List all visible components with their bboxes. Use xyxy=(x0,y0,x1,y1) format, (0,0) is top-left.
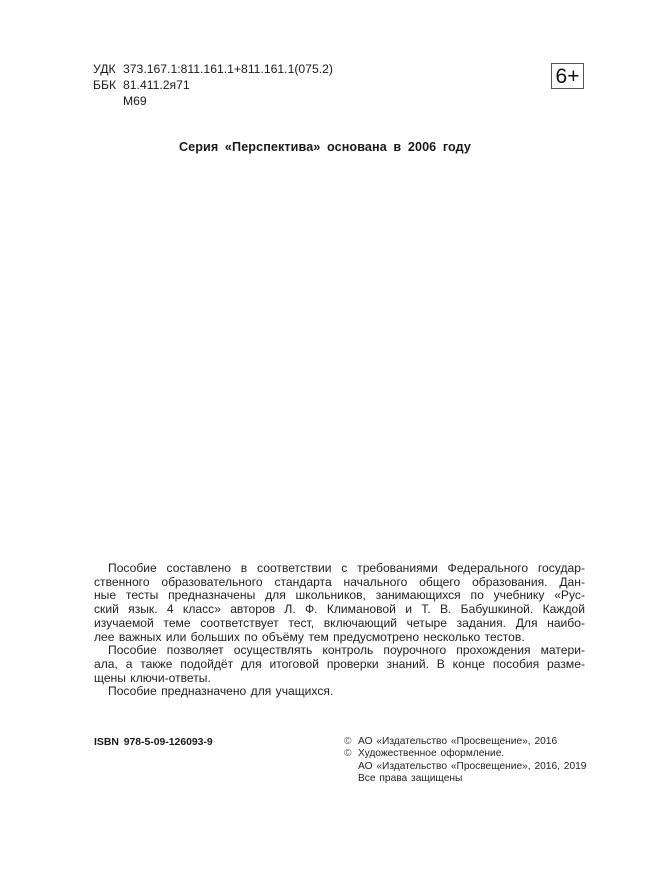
author-mark-label xyxy=(93,93,123,109)
author-mark-value: М69 xyxy=(123,94,147,108)
age-rating-badge: 6+ xyxy=(551,63,584,89)
annotation-line: ский язык. 4 класс» авторов Л. Ф. Климановой и Т. В. Бабушкиной. Каждой xyxy=(94,602,585,617)
annotation-paragraph-2 xyxy=(94,644,585,685)
annotation-line: щены ключи-ответы. xyxy=(94,670,211,685)
copyright-block xyxy=(344,736,586,786)
annotation-line: ные тесты предназначены для школьников, занимающихся по учебнику «Рус- xyxy=(94,588,585,603)
rights-reserved: Все права защищены xyxy=(358,773,463,785)
copyright-icon: © xyxy=(344,736,352,747)
annotation-line: ственного образовательного стандарта начального общего образования. Дан- xyxy=(94,574,585,589)
annotation-line: изучаемой теме соответствует тест, включающий четыре задания. Для наибо- xyxy=(94,615,585,630)
bbk-label: ББК xyxy=(93,78,117,92)
author-mark-row xyxy=(93,93,333,109)
series-title: Серия «Перспектива» основана в 2006 году xyxy=(178,140,472,154)
annotation-line: лее важных или больших по объёму тем предусмотрено несколько тестов. xyxy=(94,629,525,644)
annotation-line: Пособие предназначено для учащихся. xyxy=(108,684,334,699)
annotation-paragraph-3 xyxy=(94,685,585,699)
copyright-icon: © xyxy=(344,748,352,760)
udk-value: 373.167.1:811.161.1+811.161.1(075.2) xyxy=(123,62,333,76)
catalog-block xyxy=(93,61,333,109)
udk-label: УДК xyxy=(93,62,116,76)
isbn: ISBN 978-5-09-126093-9 xyxy=(94,737,213,748)
bbk-value: 81.411.2я71 xyxy=(123,78,190,92)
copyright-spacer xyxy=(344,761,358,773)
copyright-row xyxy=(344,748,586,760)
annotation-line: Пособие составлено в соответствии с требованиями Федерального государ- xyxy=(108,561,585,575)
bbk-row xyxy=(93,77,333,93)
copyright-row xyxy=(344,773,586,785)
copyright-text: Художественное оформление. xyxy=(358,748,505,760)
copyright-spacer xyxy=(344,773,358,785)
annotation-paragraph-1 xyxy=(94,562,585,644)
copyright-text: АО «Издательство «Просвещение», 2016, 2019 xyxy=(358,760,587,772)
annotation-line: ала, а также подойдёт для итоговой проверки знаний. В конце пособия разме- xyxy=(94,656,585,671)
copyright-text: АО «Издательство «Просвещение», 2016 xyxy=(358,736,558,747)
udk-row xyxy=(93,61,333,77)
annotation xyxy=(94,562,585,699)
copyright-row xyxy=(344,736,586,748)
copyright-row xyxy=(344,761,586,773)
annotation-line: Пособие позволяет осуществлять контроль поурочного прохождения матери- xyxy=(108,643,585,658)
